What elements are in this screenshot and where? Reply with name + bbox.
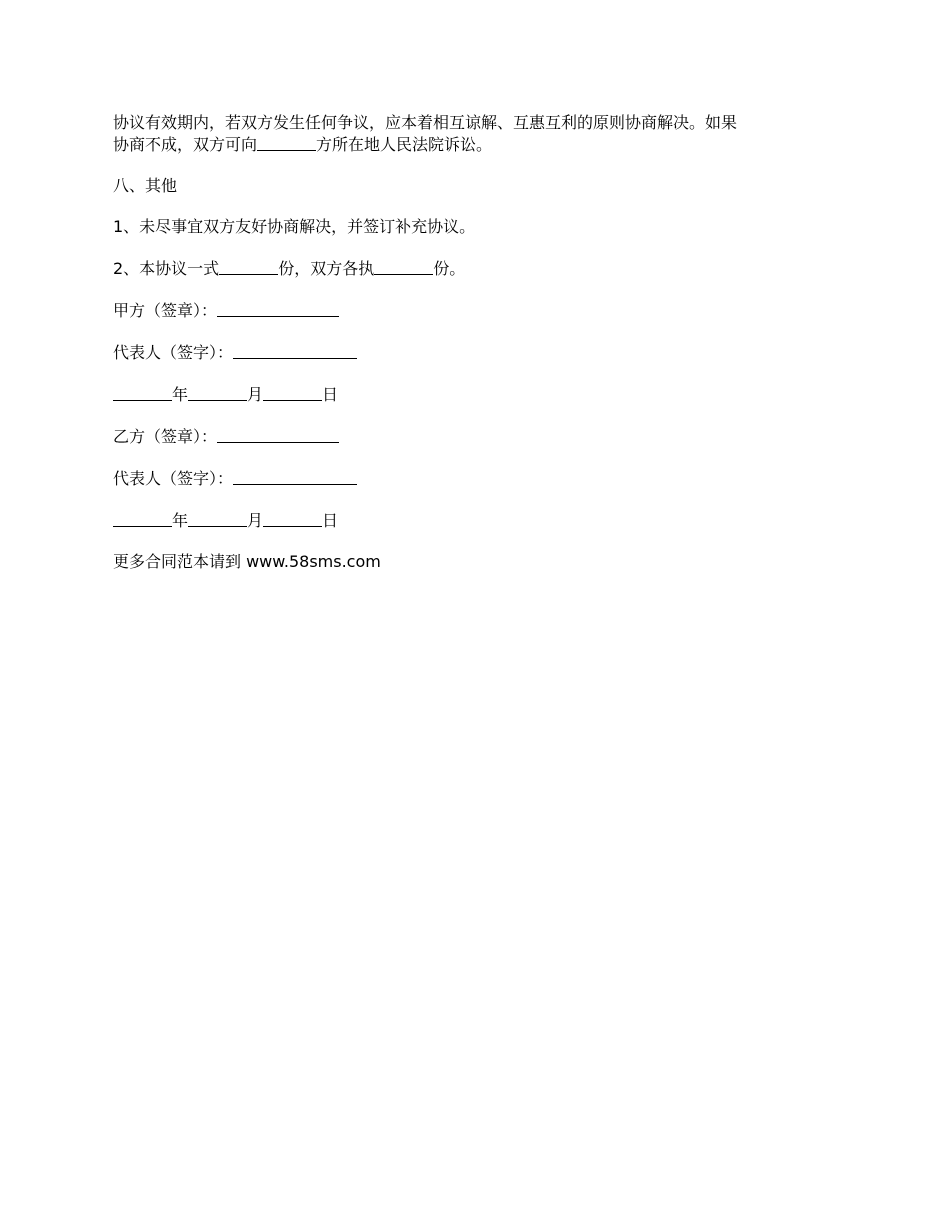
- party-a-representative-label: 代表人（签字）：: [113, 343, 234, 362]
- clause-item-2-end: 份。: [433, 259, 466, 278]
- month-label: 月: [247, 511, 264, 530]
- clause-item-2-middle: 份，双方各执: [278, 259, 375, 278]
- party-b-representative-blank: [233, 468, 357, 485]
- party-a-signature-line: [113, 299, 843, 321]
- party-a-seal-blank: [217, 300, 339, 317]
- party-b-day-blank: [263, 510, 322, 527]
- party-b-representative-label: 代表人（签字）：: [113, 469, 234, 488]
- clause-item-1: 1、未尽事宜双方友好协商解决，并签订补充协议。: [113, 217, 476, 236]
- party-a-month-blank: [188, 384, 247, 401]
- copies-total-blank: [219, 258, 278, 275]
- party-b-year-blank: [113, 510, 172, 527]
- party-a-representative-blank: [233, 342, 357, 359]
- day-label: 日: [322, 385, 339, 404]
- party-b-date-line: [113, 509, 843, 531]
- party-a-date-line: [113, 383, 843, 405]
- month-label: 月: [247, 385, 264, 404]
- party-a-representative-line: [113, 341, 843, 363]
- dispute-line-1: 协议有效期内，若双方发生任何争议，应本着相互谅解、互惠互利的原则协商解决。如果: [113, 113, 738, 132]
- dispute-line-2-end: 方所在地人民法院诉讼。: [316, 135, 493, 154]
- party-b-month-blank: [188, 510, 247, 527]
- dispute-paragraph: [113, 112, 843, 155]
- party-b-seal-blank: [217, 426, 339, 443]
- court-blank: [257, 134, 316, 151]
- dispute-line-2-start: 协商不成，双方可向: [113, 135, 258, 154]
- year-label: 年: [172, 511, 189, 530]
- section-heading-other: 八、其他: [113, 176, 178, 195]
- clause-item-2: [113, 257, 843, 279]
- party-b-representative-line: [113, 467, 843, 489]
- party-a-label: 甲方（签章）：: [113, 301, 218, 320]
- footer-note: 更多合同范本请到 www.58sms.com: [113, 552, 381, 571]
- party-b-signature-line: [113, 425, 843, 447]
- day-label: 日: [322, 511, 339, 530]
- copies-each-blank: [374, 258, 433, 275]
- party-a-year-blank: [113, 384, 172, 401]
- party-b-label: 乙方（签章）：: [113, 427, 218, 446]
- party-a-day-blank: [263, 384, 322, 401]
- document-body: [113, 112, 843, 572]
- clause-item-2-start: 2、本协议一式: [113, 259, 220, 278]
- year-label: 年: [172, 385, 189, 404]
